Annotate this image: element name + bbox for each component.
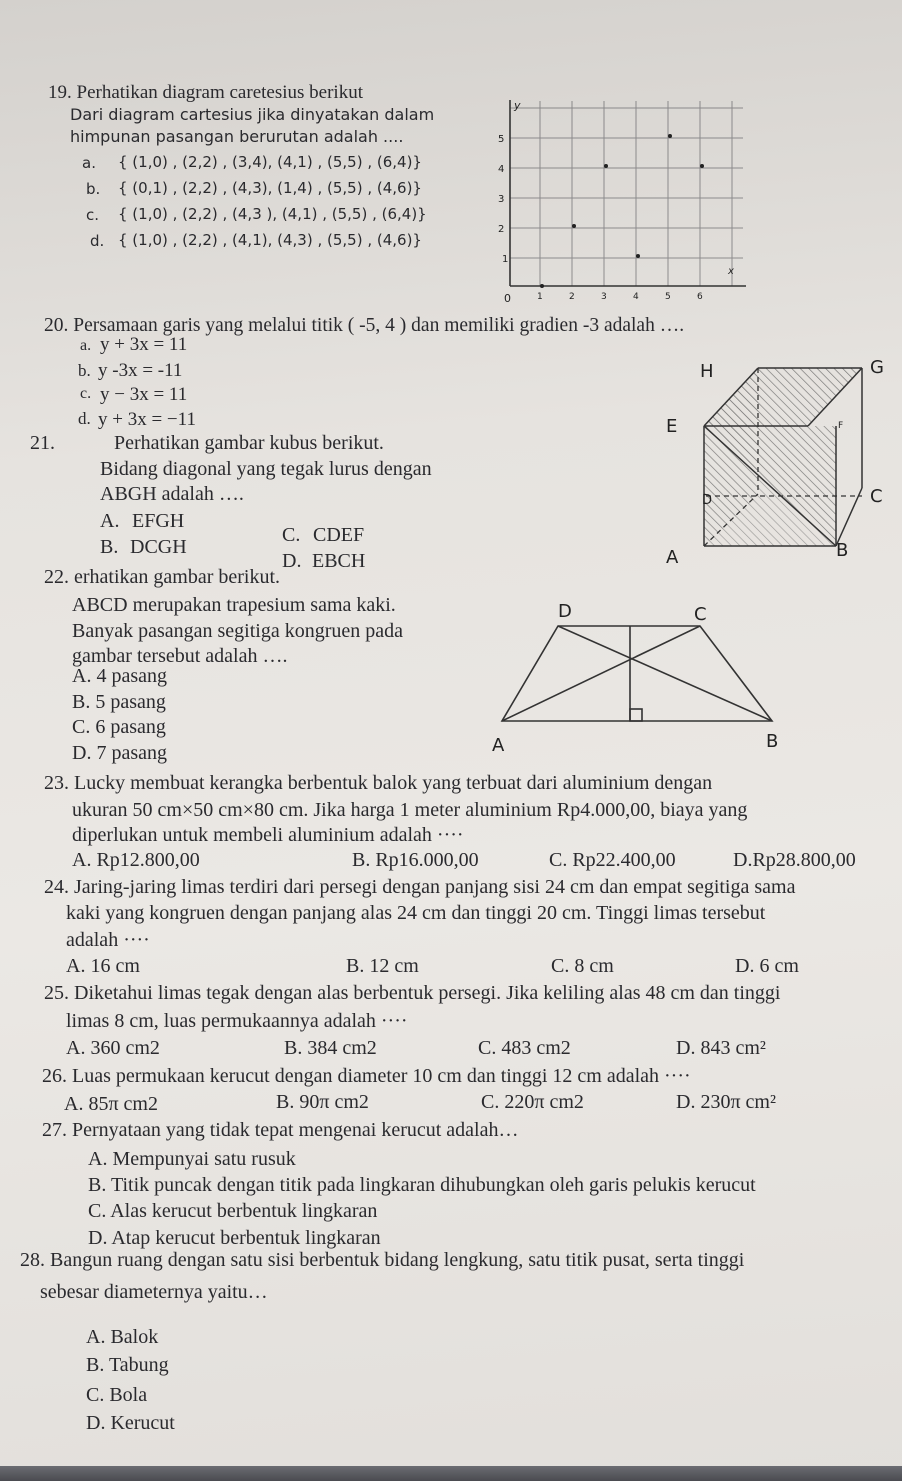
graph-point-3 bbox=[604, 164, 608, 168]
q21-option-b: B. bbox=[100, 536, 119, 558]
q23-line3: diperlukan untuk membeli aluminium adalah ···· bbox=[72, 824, 464, 846]
q19-line2: himpunan pasangan berurutan adalah .... bbox=[70, 127, 404, 146]
q28-option-d: D. Kerucut bbox=[86, 1412, 175, 1434]
q25-line1: 25. Diketahui limas tegak dengan alas berbentuk persegi. Jika keliling alas 48 cm dan tinggi bbox=[44, 982, 781, 1004]
graph-points bbox=[540, 134, 704, 288]
graph-y-tick-2: 2 bbox=[498, 224, 505, 235]
q19-cartesian-graph bbox=[488, 96, 758, 311]
q22-option-c: C. 6 pasang bbox=[72, 716, 166, 738]
q21-option-c: C. bbox=[282, 524, 301, 546]
q22-line3: gambar tersebut adalah …. bbox=[72, 645, 288, 667]
q19-option-c-letter: c. bbox=[86, 206, 100, 224]
q20-option-d-text: y + 3x = −11 bbox=[98, 409, 196, 430]
q19-option-c-text: { (1,0) , (2,2) , (4,3 ), (4,1) , (5,5) , (6,4)} bbox=[118, 205, 427, 223]
q23-line2: ukuran 50 cm×50 cm×80 cm. Jika harga 1 meter aluminium Rp4.000,00, biaya yang bbox=[72, 799, 748, 821]
q21-line1: Perhatikan gambar kubus berikut. bbox=[114, 432, 384, 454]
q26-line1: 26. Luas permukaan kerucut dengan diameter 10 cm dan tinggi 12 cm adalah ···· bbox=[42, 1065, 691, 1087]
cube-label-c: C bbox=[870, 486, 883, 507]
q27-option-d: D. Atap kerucut berbentuk lingkaran bbox=[88, 1227, 381, 1249]
q20-option-a-letter: a. bbox=[80, 337, 92, 354]
q24-option-b: B. 12 cm bbox=[346, 955, 419, 977]
cube-label-d: D bbox=[702, 493, 713, 508]
graph-x-tick-3: 3 bbox=[601, 292, 607, 302]
q24-option-c: C. 8 cm bbox=[551, 955, 614, 977]
q19-option-b-letter: b. bbox=[86, 180, 101, 198]
q25-option-d: D. 843 cm² bbox=[676, 1037, 766, 1059]
graph-y-tick-3: 3 bbox=[498, 194, 505, 205]
graph-y-tick-5: 5 bbox=[498, 134, 505, 145]
graph-x-tick-2: 2 bbox=[569, 292, 575, 302]
q19-option-d-text: { (1,0) , (2,2) , (4,1), (4,3) , (5,5) , (4,6)} bbox=[118, 231, 422, 249]
graph-x-tick-4: 4 bbox=[633, 292, 639, 302]
graph-point-1 bbox=[540, 284, 544, 288]
graph-x-tick-5: 5 bbox=[665, 292, 671, 302]
q28-line1: 28. Bangun ruang dengan satu sisi berbentuk bidang lengkung, satu titik pusat, serta tinggi bbox=[20, 1249, 745, 1271]
graph-point-4 bbox=[636, 254, 640, 258]
cube-label-b: B bbox=[836, 540, 849, 561]
cube-label-h: H bbox=[700, 361, 714, 382]
q21-line3: ABGH adalah …. bbox=[100, 483, 244, 505]
q19-option-b-text: { (0,1) , (2,2) , (4,3), (1,4) , (5,5) , (4,6)} bbox=[118, 179, 422, 197]
q23-option-d: D.Rp28.800,00 bbox=[733, 849, 856, 871]
q19-option-a-letter: a. bbox=[82, 154, 96, 172]
q20-option-d-letter: d. bbox=[78, 409, 91, 428]
q24-line1: 24. Jaring-jaring limas terdiri dari persegi dengan panjang sisi 24 cm dan empat segitiga sama bbox=[44, 876, 796, 898]
q23-option-c: C. Rp22.400,00 bbox=[549, 849, 676, 871]
graph-y-tick-1: 1 bbox=[502, 254, 509, 265]
q26-option-c: C. 220π cm2 bbox=[481, 1091, 584, 1113]
q27-line1: 27. Pernyataan yang tidak tepat mengenai kerucut adalah… bbox=[42, 1119, 519, 1141]
graph-x-tick-6: 6 bbox=[697, 292, 703, 302]
q22-title: 22. erhatikan gambar berikut. bbox=[44, 566, 281, 588]
cube-label-a: A bbox=[666, 547, 679, 568]
trapezoid-label-c: C bbox=[694, 604, 707, 625]
q26-option-b: B. 90π cm2 bbox=[276, 1091, 369, 1113]
q23-option-b: B. Rp16.000,00 bbox=[352, 849, 479, 871]
graph-y-tick-4: 4 bbox=[498, 164, 505, 175]
q22-option-b: B. 5 pasang bbox=[72, 691, 166, 713]
q24-option-d: D. 6 cm bbox=[735, 955, 799, 977]
q24-line2: kaki yang kongruen dengan panjang alas 24 cm dan tinggi 20 cm. Tinggi limas tersebut bbox=[66, 902, 766, 924]
q22-line2: Banyak pasangan segitiga kongruen pada bbox=[72, 620, 404, 642]
q20-title: 20. Persamaan garis yang melalui titik ( -5, 4 ) dan memiliki gradien -3 adalah …. bbox=[44, 315, 685, 336]
graph-x-label: x bbox=[728, 266, 734, 277]
q25-option-c: C. 483 cm2 bbox=[478, 1037, 571, 1059]
q21-option-c-text: CDEF bbox=[313, 524, 365, 546]
q28-line2: sebesar diameternya yaitu… bbox=[40, 1281, 268, 1303]
graph-x-tick-0: 0 bbox=[504, 292, 511, 305]
q24-option-a: A. 16 cm bbox=[66, 955, 140, 977]
graph-y-label: y bbox=[514, 99, 521, 112]
q20-option-c-text: y − 3x = 11 bbox=[100, 384, 188, 405]
q27-option-b: B. Titik puncak dengan titik pada lingkaran dihubungkan oleh garis pelukis kerucut bbox=[88, 1174, 756, 1196]
q24-line3: adalah ···· bbox=[66, 929, 150, 951]
trapezoid-label-d: D bbox=[558, 601, 572, 622]
graph-x-tick-1: 1 bbox=[537, 292, 543, 302]
cube-label-e: E bbox=[666, 416, 678, 437]
q19-line1: Dari diagram cartesius jika dinyatakan dalam bbox=[70, 105, 435, 124]
cube-label-f: F bbox=[838, 421, 844, 431]
q25-option-b: B. 384 cm2 bbox=[284, 1037, 377, 1059]
q22-option-d: D. 7 pasang bbox=[72, 742, 167, 764]
q21-option-d-text: EBCH bbox=[312, 550, 366, 572]
q19-title: 19. Perhatikan diagram caretesius berikut bbox=[48, 82, 363, 103]
q20-option-a-text: y + 3x = 11 bbox=[100, 334, 188, 355]
q27-option-c: C. Alas kerucut berbentuk lingkaran bbox=[88, 1200, 378, 1222]
q22-line1: ABCD merupakan trapesium sama kaki. bbox=[72, 594, 396, 616]
trapezoid-label-b: B bbox=[766, 731, 779, 752]
cube-label-g: G bbox=[870, 357, 884, 378]
q26-option-d: D. 230π cm² bbox=[676, 1091, 776, 1113]
q21-line2: Bidang diagonal yang tegak lurus dengan bbox=[100, 458, 432, 480]
q28-option-c: C. Bola bbox=[86, 1384, 148, 1406]
graph-point-5 bbox=[668, 134, 672, 138]
q20-option-c-letter: c. bbox=[80, 385, 92, 402]
q21-option-a: A. bbox=[100, 510, 120, 532]
q23-option-a: A. Rp12.800,00 bbox=[72, 849, 200, 871]
q25-line2: limas 8 cm, luas permukaannya adalah ···· bbox=[66, 1010, 408, 1032]
q22-option-a: A. 4 pasang bbox=[72, 665, 167, 687]
graph-point-6 bbox=[700, 164, 704, 168]
q20-option-b-letter: b. bbox=[78, 361, 91, 380]
q19-option-a-text: { (1,0) , (2,2) , (3,4), (4,1) , (5,5) , (6,4)} bbox=[118, 153, 422, 171]
page-bottom-edge bbox=[0, 1466, 902, 1481]
q22-trapezoid-diagram bbox=[480, 595, 800, 760]
q19-option-d-letter: d. bbox=[90, 232, 105, 250]
q27-option-a: A. Mempunyai satu rusuk bbox=[88, 1148, 296, 1170]
q20-option-b-text: y -3x = -11 bbox=[98, 360, 183, 381]
q21-number: 21. bbox=[30, 432, 55, 454]
q28-option-a: A. Balok bbox=[86, 1326, 159, 1348]
q26-option-a: A. 85π cm2 bbox=[64, 1093, 158, 1115]
q23-line1: 23. Lucky membuat kerangka berbentuk balok yang terbuat dari aluminium dengan bbox=[44, 772, 713, 794]
trapezoid-label-a: A bbox=[492, 735, 505, 756]
q21-cube-diagram bbox=[660, 356, 890, 571]
graph-point-2 bbox=[572, 224, 576, 228]
q21-option-d: D. bbox=[282, 550, 302, 572]
q25-option-a: A. 360 cm2 bbox=[66, 1037, 160, 1059]
q21-option-b-text: DCGH bbox=[130, 536, 187, 558]
q28-option-b: B. Tabung bbox=[86, 1354, 169, 1376]
q21-option-a-text: EFGH bbox=[132, 510, 185, 532]
